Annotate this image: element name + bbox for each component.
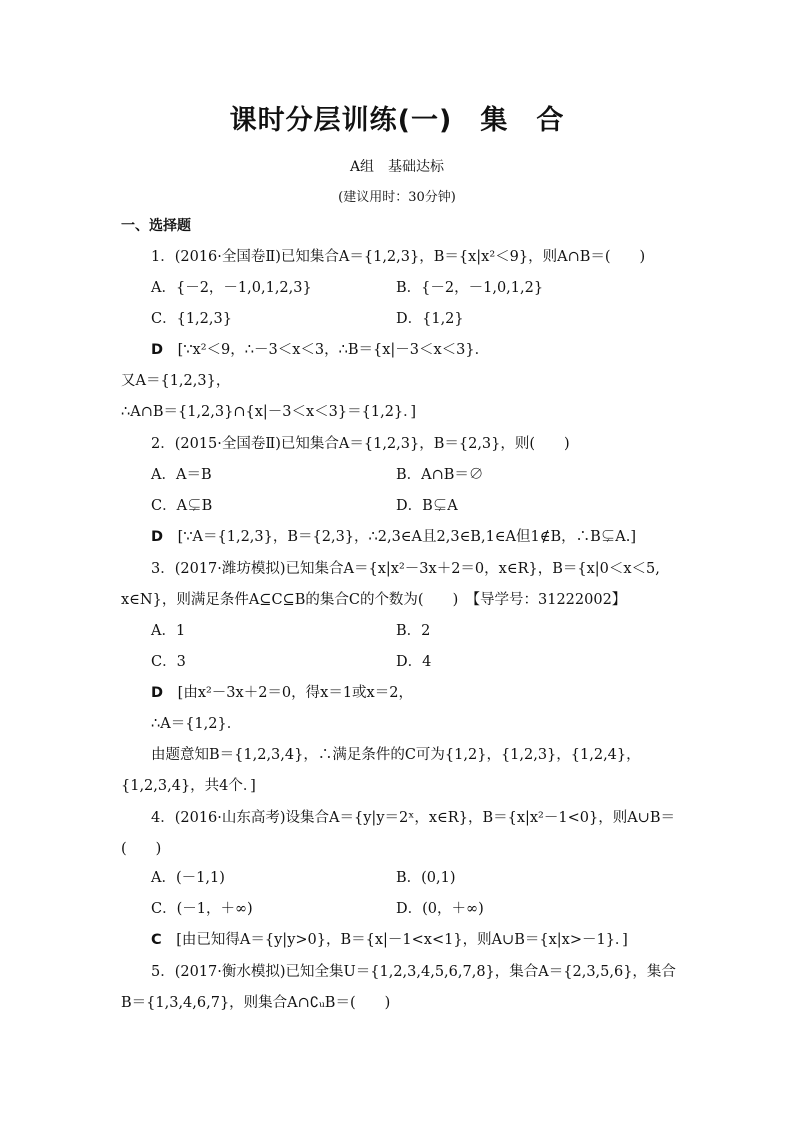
q1-explanation-3: ∴A∩B＝{1,2,3}∩{x|－3＜x＜3}＝{1,2}．] — [121, 404, 417, 420]
q1-answer: D — [151, 342, 164, 358]
q2-option-b: B．A∩B＝∅ — [396, 467, 484, 483]
q3-option-d: D．4 — [396, 654, 432, 670]
q2-option-a: A．A＝B — [151, 467, 212, 483]
q1-explanation-1: [∵x²＜9，∴－3＜x＜3，∴B＝{x|－3＜x＜3}． — [177, 342, 490, 358]
q4-option-b: B．(0,1) — [396, 870, 456, 886]
q4-stem-2: ( ) — [121, 841, 162, 857]
suggested-time: (建议用时：30分钟) — [338, 190, 456, 205]
q1-option-c: C．{1,2,3} — [151, 311, 232, 327]
q3-explanation-2: ∴A＝{1,2}． — [151, 716, 242, 732]
q3-stem-1: 3．(2017·潍坊模拟)已知集合A＝{x|x²－3x＋2＝0，x∈R}，B＝{x|0＜x＜5, — [151, 561, 660, 577]
q3-explanation-3: 由题意知B＝{1,2,3,4}，∴满足条件的C可为{1,2}，{1,2,3}，{1,2,4}， — [151, 747, 641, 763]
q3-stem-2: x∈N}，则满足条件A⊆C⊆B的集合C的个数为( ) 【导学号：31222002】 — [121, 592, 627, 608]
q5-stem-1: 5．(2017·衡水模拟)已知全集U＝{1,2,3,4,5,6,7,8}，集合A＝{2,3,5,6}，集合 — [151, 964, 676, 980]
q2-answer-line — [151, 527, 636, 547]
q3-option-a: A．1 — [151, 623, 186, 639]
q1-stem: 1．(2016·全国卷Ⅱ)已知集合A＝{1,2,3}，B＝{x|x²＜9}，则A∩B＝( ) — [151, 249, 646, 265]
section-heading: 一、选择题 — [121, 218, 191, 234]
q5-stem-2: B＝{1,3,4,6,7}，则集合A∩∁ᵤB＝( ) — [121, 995, 391, 1011]
q2-option-d: D．B⊊A — [396, 498, 458, 514]
q1-option-d: D．{1,2} — [396, 311, 464, 327]
q3-answer: D — [151, 685, 164, 701]
q3-option-b: B．2 — [396, 623, 431, 639]
q2-option-c: C．A⊊B — [151, 498, 213, 514]
q2-stem: 2．(2015·全国卷Ⅱ)已知集合A＝{1,2,3}，B＝{2,3}，则( ) — [151, 436, 570, 452]
q4-explanation-1: [由已知得A＝{y|y>0}，B＝{x|－1<x<1}，则A∪B＝{x|x>－1}．] — [176, 932, 628, 948]
q4-option-a: A．(－1,1) — [151, 870, 225, 886]
page-title: 课时分层训练(一) 集 合 — [229, 105, 565, 136]
q1-answer-line — [151, 340, 489, 360]
q1-option-b: B．{－2，－1,0,1,2} — [396, 280, 544, 296]
q1-explanation-2: 又A＝{1,2,3}， — [121, 373, 231, 389]
q1-option-a: A．{－2，－1,0,1,2,3} — [151, 280, 312, 296]
q3-explanation-4: {1,2,3,4}，共4个．] — [121, 778, 256, 794]
group-subtitle: A组 基础达标 — [349, 159, 445, 175]
q3-answer-line — [151, 683, 413, 703]
q4-answer: C — [151, 932, 162, 948]
q3-option-c: C．3 — [151, 654, 186, 670]
q4-answer-line — [151, 930, 628, 950]
q4-option-c: C．(－1，＋∞) — [151, 901, 253, 917]
q2-answer: D — [151, 529, 164, 545]
q4-stem-1: 4．(2016·山东高考)设集合A＝{y|y＝2ˣ，x∈R}，B＝{x|x²－1<0}，则A∪B＝ — [151, 810, 675, 826]
q4-option-d: D．(0，＋∞) — [396, 901, 484, 917]
q2-explanation-1: [∵A＝{1,2,3}，B＝{2,3}，∴2,3∈A且2,3∈B,1∈A但1∉B，∴B⊊A.] — [177, 529, 637, 545]
q3-explanation-1: [由x²－3x＋2＝0，得x＝1或x＝2， — [177, 685, 413, 701]
